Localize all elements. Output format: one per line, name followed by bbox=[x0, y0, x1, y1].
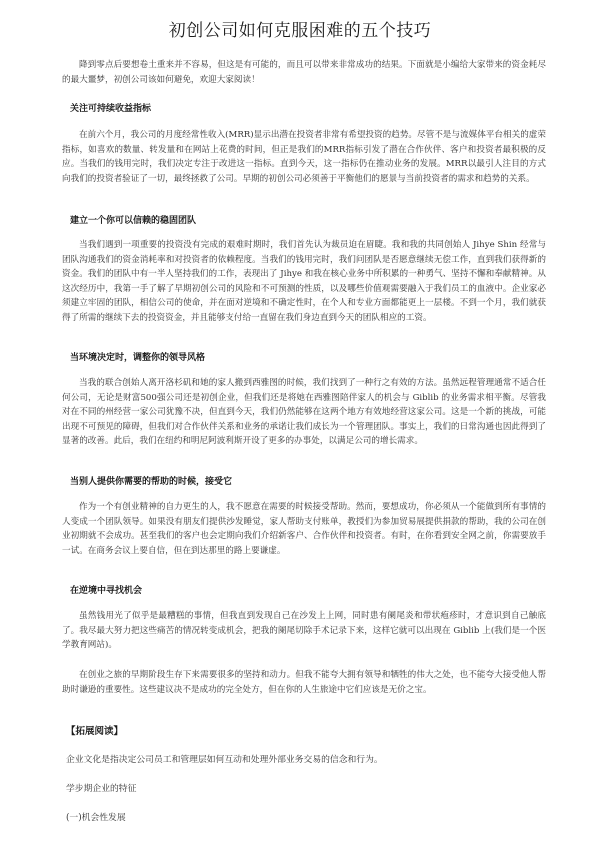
intro-paragraph: 降到零点后要想卷土重来并不容易，但这是有可能的，而且可以带来非常成功的结果。下面就是小编给大家带来的资金耗尽的最大噩梦，初创公司该如何避免，欢迎大家阅读！ bbox=[62, 60, 546, 85]
section-heading-1: 关注可持续收益指标 bbox=[70, 104, 152, 114]
section-paragraph-1: 在前六个月，我公司的月度经常性收入(MRR)显示出潜在投资者非常有希望投资的趋势。尽管不是与流媒体平台相关的虚荣指标，如喜欢的数量、转发量和在网站上花费的时间，但正是我们的MRR指标引发了潜在合作伙伴、客户和投资者最积极的反应。当我们的钱用完时，我们决定专注于改进这一指标。直到今天，这一指标仍在推动业务的发展。MRR以最引人注目的方式向我们的投资者验证了一切，最终拯救了公司。早期的初创公司必须善于平衡他们的愿景与当前投资者的需求和趋势的关系。 bbox=[62, 130, 546, 184]
section-paragraph-2: 当我们遇到一项重要的投资没有完成的艰难时期时，我们首先认为裁员迫在眉睫。我和我的共同创始人 Jihye Shin 经常与团队沟通我们的资金消耗率和对投资者的依赖程度。当我们的钱用完时，我们问团队是否愿意继续无偿工作，直到我们获得新的资金。我们的团队中有一半人坚持我们的工作，表现出了 Jihye 和我在核心业务中所积累的一种勇气、坚持不懈和奉献精神。从这次经历中，我第一手了解了早期初创公司的风险和不可预测的性质，以及哪些价值观需要融入于我们员工的血液中。企业家必须建立牢固的团队，相信公司的使命，并在面对逆境和不确定性时，在个人和专业方面都能更上一层楼。不到一个月，我们就获得了所需的继续下去的投资资金，并且能够支付给一直留在我们身边直到今天的团队相应的工资。 bbox=[62, 240, 546, 323]
section-heading-4: 当别人提供你需要的帮助的时候，接受它 bbox=[70, 477, 233, 487]
section-heading-3: 当环境决定时，调整你的领导风格 bbox=[70, 353, 206, 363]
section-paragraph-5a: 虽然钱用光了似乎是最糟糕的事情，但我直到发现自己在沙发上上网，同时患有阑尾炎和带状疱疹时，才意识到自己触底了。我尽最大努力把这些痛苦的情况转变成机会，把我的阑尾切除手术记录下来，这样它就可以出现在 Giblib 上(我们是一个医学教育网站)。 bbox=[62, 611, 546, 651]
page-title: 初创公司如何克服困难的五个技巧 bbox=[168, 21, 432, 41]
section-paragraph-4: 作为一个有创业精神的自力更生的人，我不愿意在需要的时候接受帮助。然而，要想成功，你必须从一个能做到所有事情的人变成一个团队领导。如果没有朋友们提供沙发睡觉，家人帮助支付账单，教授们为参加贸易展提供捐款的帮助，我的公司在创业初期就不会成功。甚至我们的客户也会定期向我们介绍新客户、合作伙伴和投资者。有时，在你看到安全网之前，你需要放手一试。在商务会议上要自信，但在到达那里的路上要谦虚。 bbox=[62, 502, 546, 556]
section-paragraph-3: 当我的联合创始人离开洛杉矶和她的家人搬到西雅图的时候，我们找到了一种行之有效的方法。虽然远程管理通常不适合任何公司，无论是财富500强公司还是初创企业，但我们还是将她在西雅图陪伴家人的机会与 Giblib 的业务需求相平衡。尽管我对在不同的州经营一家公司犹豫不决，但直到今天，我们仍然能够在这两个地方有效地经营这家公司。这是一个新的挑战，可能出现不可预见的障碍，但我们对合作伙伴关系和业务的承诺让我们成长为一个管理团队。事实上，我们的日常沟通也因此得到了显著的改善。此后，我们在纽约和明尼阿波利斯开设了更多的办事处，以满足公司的增长需求。 bbox=[62, 378, 546, 447]
extended-line-2: 学步期企业的特征 bbox=[66, 784, 137, 794]
section-heading-2: 建立一个你可以信赖的稳固团队 bbox=[70, 216, 197, 226]
section-heading-5: 在逆境中寻找机会 bbox=[70, 586, 143, 596]
extended-line-1: 企业文化是指决定公司员工和管理层如何互动和处理外部业务交易的信念和行为。 bbox=[66, 755, 383, 765]
extended-line-3: (一)机会性发展 bbox=[66, 813, 126, 823]
extended-reading-heading: 【拓展阅读】 bbox=[66, 726, 124, 737]
section-paragraph-5b: 在创业之旅的早期阶段生存下来需要很多的坚持和动力。但我不能夸大拥有领导和牺牲的伟大之处，也不能夸大接受他人帮助时谦逊的重要性。这些建议决不是成功的完全处方，但在你的人生旅途中它们应该是无价之宝。 bbox=[62, 670, 546, 695]
